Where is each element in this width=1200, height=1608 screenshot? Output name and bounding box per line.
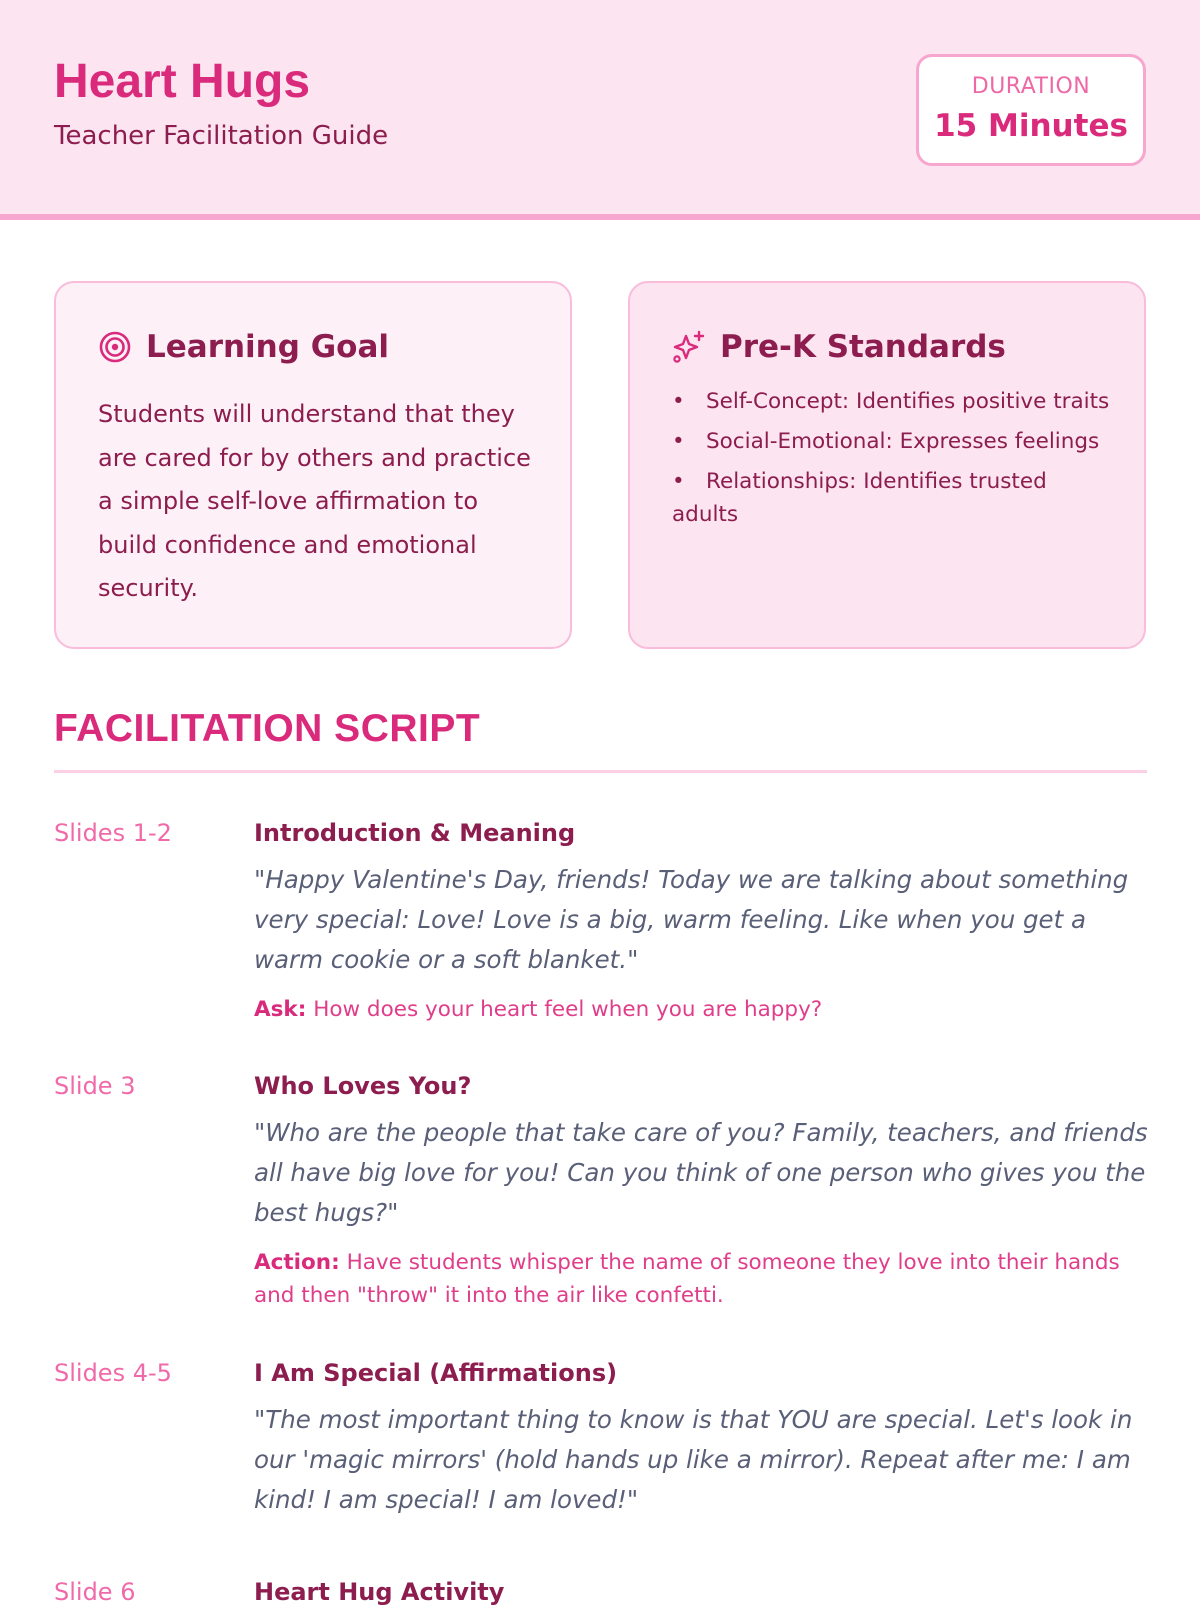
prompt-label: Action: [254, 1250, 340, 1275]
step-prompt [254, 1246, 1154, 1312]
standard-item: • Self-Concept: Identifies positive traits [672, 389, 1110, 414]
step-prompt [254, 993, 1154, 1026]
standards-title: Pre-K Standards [720, 329, 1006, 365]
step-title: Heart Hug Activity [254, 1578, 505, 1606]
learning-goal-header [98, 327, 389, 367]
standard-item: • Relationships: Identifies trusted adults [672, 469, 1047, 527]
standard-item-text: Social-Emotional: Expresses feelings [706, 429, 1100, 454]
learning-goal-card [54, 281, 572, 649]
step-slides-label: Slide 6 [54, 1578, 136, 1606]
standard-item-text: Relationships: Identifies trusted adults [672, 469, 1047, 527]
step-title: Who Loves You? [254, 1072, 472, 1100]
page-subtitle: Teacher Facilitation Guide [54, 121, 389, 151]
learning-goal-text: Students will understand that they are cared for by others and practice a simple self-love affirmation to build confidence and emotional security. [98, 400, 531, 602]
standards-card [628, 281, 1146, 649]
prompt-label: Ask: [254, 997, 307, 1022]
step-quote: "Happy Valentine's Day, friends! Today we are talking about something very special: Love! Love is a big, warm feeling. Like when you get a warm cookie or a soft blanket." [254, 865, 1129, 974]
prompt-text: How does your heart feel when you are happy? [313, 997, 823, 1022]
duration-badge [916, 54, 1146, 166]
step-slides-label: Slides 1-2 [54, 819, 172, 847]
standard-item-text: Self-Concept: Identifies positive traits [706, 389, 1110, 414]
page-header [0, 0, 1200, 220]
section-divider [54, 770, 1147, 773]
step-slides-label: Slide 3 [54, 1072, 136, 1100]
standards-header [672, 327, 1006, 367]
sparkles-icon [672, 330, 706, 364]
target-icon [98, 330, 132, 364]
step-title: Introduction & Meaning [254, 819, 576, 847]
script-section-title: FACILITATION SCRIPT [54, 707, 481, 750]
duration-value: 15 Minutes [934, 108, 1128, 144]
duration-label: DURATION [971, 74, 1091, 99]
learning-goal-title: Learning Goal [146, 329, 390, 365]
step-quote: "The most important thing to know is that YOU are special. Let's look in our 'magic mirrors' (hold hands up like a mirror). Repeat after me: I am kind! I am special! I am loved!" [254, 1405, 1133, 1514]
step-title: I Am Special (Affirmations) [254, 1359, 618, 1387]
step-slides-label: Slides 4-5 [54, 1359, 172, 1387]
standard-item: • Social-Emotional: Expresses feelings [672, 429, 1100, 454]
page-title: Heart Hugs [54, 55, 311, 108]
step-quote: "Who are the people that take care of you? Family, teachers, and friends all have big love for you! Can you think of one person who gives you the best hugs?" [254, 1118, 1148, 1227]
prompt-text: Have students whisper the name of someone they love into their hands and then "throw" it into the air like confetti. [254, 1250, 1120, 1308]
